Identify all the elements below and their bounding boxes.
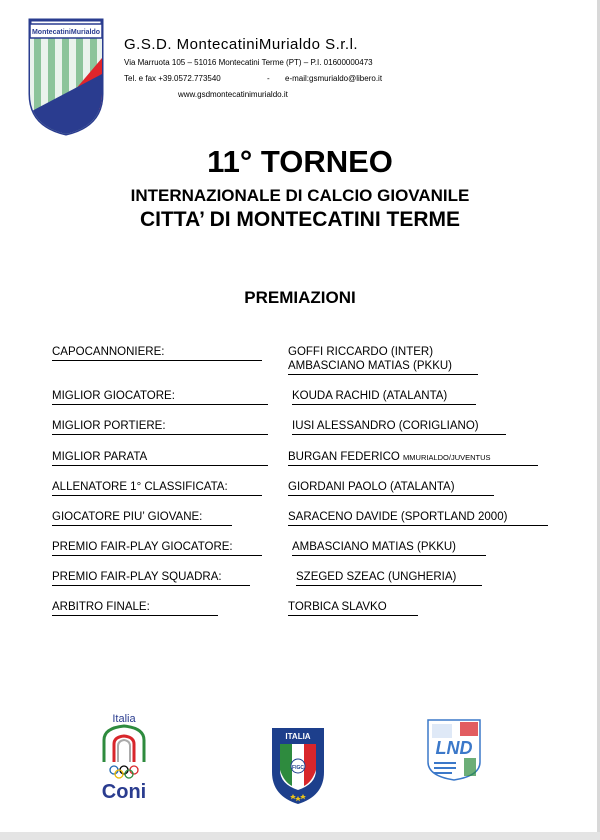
club-logo bbox=[28, 14, 104, 136]
contact-separator: - bbox=[267, 74, 270, 83]
award-winner bbox=[288, 451, 491, 463]
award-underline bbox=[52, 434, 268, 435]
club-contact bbox=[124, 74, 383, 83]
award-underline bbox=[52, 555, 262, 556]
award-underline bbox=[288, 495, 494, 496]
tournament-city: CITTA’ DI MONTECATINI TERME bbox=[139, 208, 461, 231]
award-underline bbox=[288, 465, 538, 466]
award-winner-name: BURGAN FEDERICO bbox=[288, 451, 400, 463]
award-winner: SARACENO DAVIDE (SPORTLAND 2000) bbox=[288, 511, 508, 523]
award-category: PREMIO FAIR-PLAY GIOCATORE: bbox=[52, 541, 233, 553]
club-email: e-mail:gsmurialdo@libero.it bbox=[285, 74, 383, 83]
figc-logo bbox=[270, 726, 326, 806]
award-underline bbox=[52, 525, 232, 526]
award-underline bbox=[288, 525, 548, 526]
award-winner: GIORDANI PAOLO (ATALANTA) bbox=[288, 481, 455, 493]
figc-italia-text: ITALIA bbox=[285, 732, 311, 741]
coni-logo bbox=[92, 712, 156, 804]
award-category: CAPOCANNONIERE: bbox=[52, 346, 165, 358]
lnd-logo bbox=[424, 716, 484, 782]
coni-text: Coni bbox=[101, 781, 147, 803]
section-heading: PREMIAZIONI bbox=[244, 288, 356, 307]
award-underline bbox=[288, 374, 478, 375]
award-underline bbox=[52, 404, 268, 405]
lnd-text: LND bbox=[435, 738, 473, 758]
club-logo-text: MontecatiniMurialdo bbox=[31, 29, 101, 36]
award-underline bbox=[292, 555, 486, 556]
award-category: PREMIO FAIR-PLAY SQUADRA: bbox=[52, 571, 222, 583]
page-bottom-edge bbox=[0, 832, 600, 840]
award-winner: SZEGED SZEAC (UNGHERIA) bbox=[296, 571, 457, 583]
award-category: MIGLIOR GIOCATORE: bbox=[52, 390, 175, 402]
award-underline bbox=[288, 615, 418, 616]
award-category: MIGLIOR PARATA bbox=[52, 451, 148, 463]
tournament-subtitle: INTERNAZIONALE DI CALCIO GIOVANILE bbox=[130, 186, 470, 205]
award-winner: GOFFI RICCARDO (INTER) bbox=[288, 346, 434, 358]
award-category: GIOCATORE PIU’ GIOVANE: bbox=[52, 511, 203, 523]
award-underline bbox=[52, 615, 218, 616]
club-phone: Tel. e fax +39.0572.773540 bbox=[124, 74, 221, 83]
award-winner: IUSI ALESSANDRO (CORIGLIANO) bbox=[292, 420, 479, 432]
award-category: ALLENATORE 1° CLASSIFICATA: bbox=[52, 481, 228, 493]
award-category: MIGLIOR PORTIERE: bbox=[52, 420, 166, 432]
award-underline bbox=[52, 585, 250, 586]
award-underline bbox=[52, 495, 262, 496]
club-name: G.S.D. MontecatiniMurialdo S.r.l. bbox=[124, 36, 359, 53]
award-winner: AMBASCIANO MATIAS (PKKU) bbox=[292, 541, 457, 553]
award-winner-team: MMURIALDO/JUVENTUS bbox=[403, 453, 491, 462]
figc-text: FIGC bbox=[292, 765, 304, 771]
award-winner: TORBICA SLAVKO bbox=[288, 601, 387, 613]
award-underline bbox=[292, 434, 506, 435]
award-underline bbox=[52, 465, 268, 466]
coni-italia-text: Italia bbox=[112, 713, 136, 725]
tournament-title: 11° TORNEO bbox=[207, 144, 393, 179]
award-winner: KOUDA RACHID (ATALANTA) bbox=[292, 390, 448, 402]
award-category: ARBITRO FINALE: bbox=[52, 601, 150, 613]
club-address: Via Marruota 105 – 51016 Montecatini Terme (PT) – P.I. 01600000473 bbox=[124, 58, 373, 67]
club-website: www.gsdmontecatinimurialdo.it bbox=[178, 90, 288, 99]
award-underline bbox=[296, 585, 482, 586]
award-underline bbox=[292, 404, 476, 405]
award-underline bbox=[52, 360, 262, 361]
award-winner-second: AMBASCIANO MATIAS (PKKU) bbox=[288, 360, 453, 372]
